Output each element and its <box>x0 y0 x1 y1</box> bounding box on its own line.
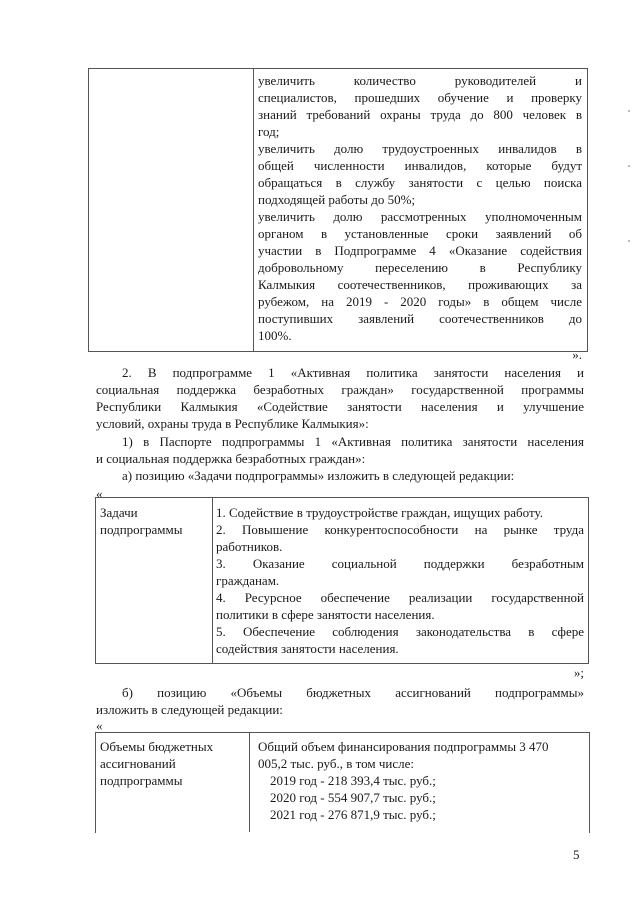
table-text-line: специалистов, прошедших обучение и проверку <box>258 90 582 105</box>
paragraph-line: Республики Калмыкия «Содействие занятости населения и улучшение <box>96 399 584 414</box>
table-text-line: 2020 год - 554 907,7 тыс. руб.; <box>270 790 436 805</box>
page-number: 5 <box>573 847 580 862</box>
table-label-line: ассигнований <box>100 756 176 771</box>
paragraph-line: изложить в следующей редакции: <box>96 702 283 717</box>
table-label-line: подпрограммы <box>100 522 183 537</box>
table-text-line: Калмыкия соотечественников, проживающих за <box>258 277 582 292</box>
table-text-line: увеличить долю трудоустроенных инвалидов в <box>258 141 582 156</box>
table-text-line: политики в сфере занятости населения. <box>216 607 435 622</box>
table-text-line: 3. Оказание социальной поддержки безработным <box>216 556 584 571</box>
table-label-line: подпрограммы <box>100 773 183 788</box>
paragraph-passport <box>96 433 584 467</box>
table-text-line: гражданам. <box>216 573 280 588</box>
table-text-line: увеличить долю рассмотренных уполномоченным <box>258 209 582 224</box>
table-budget-divider <box>249 732 250 832</box>
table-text-line: подходящей работы до 50%; <box>258 192 416 207</box>
scan-speck <box>628 110 630 112</box>
table-text-line: год; <box>258 124 280 139</box>
table-tasks-label <box>100 504 210 538</box>
paragraph-line: условий, охраны труда в Республике Калмыкия»: <box>96 416 369 431</box>
table-text-line: содействия занятости населения. <box>216 641 399 656</box>
open-quote-2: « <box>96 718 103 733</box>
table-text-line: добровольному переселению в Республику <box>258 260 582 275</box>
paragraph-line: б) позицию «Объемы бюджетных ассигнований подпрограммы» <box>122 685 584 700</box>
scan-speck <box>628 240 630 242</box>
table-text-line: 4. Ресурсное обеспечение реализации государственной <box>216 590 584 605</box>
table-text-line: 1. Содействие в трудоустройстве граждан, ищущих работу. <box>216 505 543 520</box>
table-text-line: Общий объем финансирования подпрограммы 3 470 <box>258 739 549 754</box>
table-text-line: органом в установленные сроки заявлений об <box>258 226 582 241</box>
table-text-line: обращаться в службу занятости с целью поиска <box>258 175 582 190</box>
paragraph-item-b <box>96 684 584 718</box>
table-text-line: общей численности инвалидов, которые будут <box>258 158 582 173</box>
table-text-line: 100%. <box>258 328 292 343</box>
open-quote-1: « <box>96 486 103 501</box>
table-text-line: поступивших заявлений соотечественников до <box>258 311 582 326</box>
table-text-line: работников. <box>216 539 283 554</box>
paragraph-item-a: а) позицию «Задачи подпрограммы» изложить в следующей редакции: <box>122 468 515 483</box>
table-label-line: Объемы бюджетных <box>100 739 214 754</box>
table-budget-content <box>258 738 584 823</box>
table-tasks-divider <box>212 497 213 663</box>
paragraph-subprogram-1 <box>96 364 584 432</box>
table-label-line: Задачи <box>100 505 138 520</box>
table-tasks-closing: »; <box>573 665 584 680</box>
table-text-line: 5. Обеспечение соблюдения законодательства в сфере <box>216 624 584 639</box>
table-text-line: 2. Повышение конкурентоспособности на рынке труда <box>216 522 584 537</box>
table-text-line: 005,2 тыс. руб., в том числе: <box>258 756 414 771</box>
scan-speck <box>628 165 630 167</box>
table-continuation-closing: ». <box>572 347 582 362</box>
paragraph-line: и социальная поддержка безработных граждан»: <box>96 451 366 466</box>
table-text-line: рубежом, на 2019 - 2020 годы» в общем числе <box>258 294 582 309</box>
table-text-line: участии в Подпрограмме 4 «Оказание содействия <box>258 243 582 258</box>
table-text-line: 2021 год - 276 871,9 тыс. руб.; <box>270 807 436 822</box>
table-tasks-content <box>216 504 584 657</box>
table-text-line: увеличить количество руководителей и <box>258 73 582 88</box>
paragraph-line: социальная поддержка безработных граждан» государственной программы <box>96 382 584 397</box>
paragraph-line: 2. В подпрограмме 1 «Активная политика занятости населения и <box>122 365 584 380</box>
table-text-line: знаний требований охраны труда до 800 человек в <box>258 107 582 122</box>
table-continuation-text <box>258 72 582 344</box>
table-continuation-divider <box>253 68 254 352</box>
table-text-line: 2019 год - 218 393,4 тыс. руб.; <box>270 773 436 788</box>
table-budget-label <box>100 738 248 789</box>
paragraph-line: 1) в Паспорте подпрограммы 1 «Активная политика занятости населения <box>122 434 584 449</box>
